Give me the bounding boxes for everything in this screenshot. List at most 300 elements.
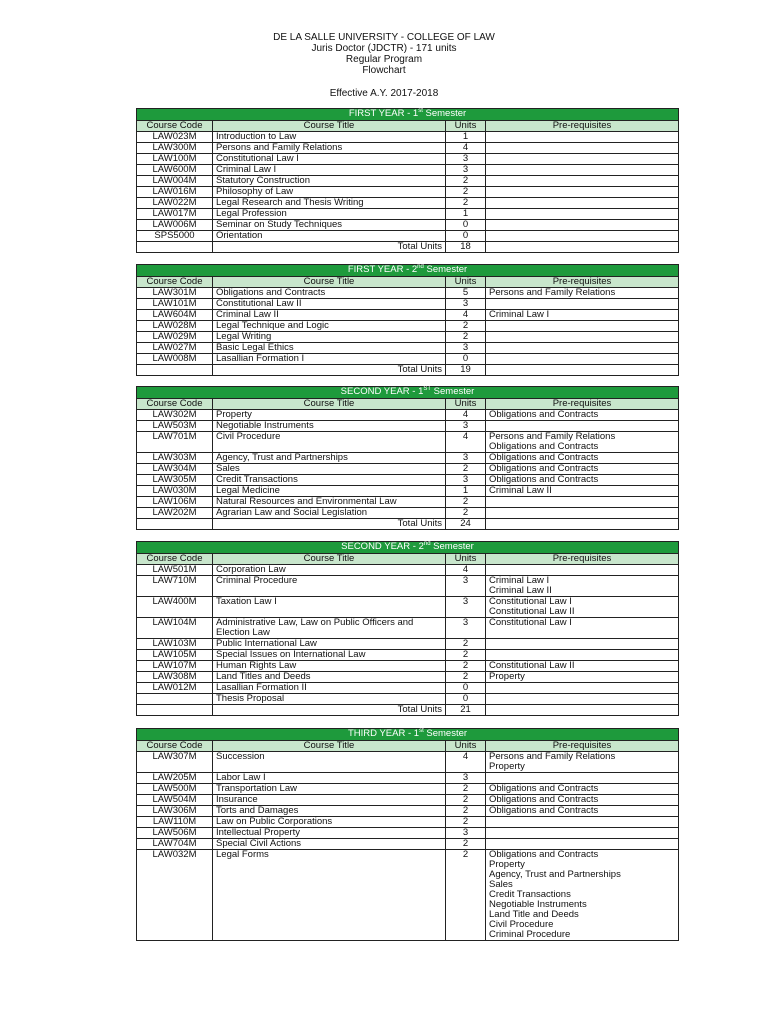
table-row [137, 817, 679, 828]
semester-ordinal: nd [417, 263, 424, 270]
table-row [137, 839, 679, 850]
course-code: LAW305M [137, 475, 213, 486]
prereq-item: Civil Procedure [489, 919, 554, 930]
course-code: LAW027M [137, 343, 213, 354]
course-prereqs [486, 421, 679, 432]
course-units: 4 [446, 310, 486, 321]
course-units: 0 [446, 354, 486, 365]
semester-table [136, 541, 679, 716]
table-row [137, 132, 679, 143]
semester-band-row [137, 109, 679, 121]
col-header-prereq: Pre-requisites [486, 741, 679, 752]
course-code: LAW300M [137, 143, 213, 154]
total-units: 21 [446, 705, 486, 716]
course-code: LAW022M [137, 198, 213, 209]
semester-label: Semester [422, 108, 467, 119]
course-prereqs [486, 795, 679, 806]
course-units: 3 [446, 421, 486, 432]
course-title: Constitutional Law II [213, 299, 446, 310]
semester-title [137, 729, 679, 741]
course-units: 2 [446, 661, 486, 672]
course-units: 0 [446, 683, 486, 694]
table-row [137, 828, 679, 839]
course-prereqs [486, 464, 679, 475]
course-units: 2 [446, 806, 486, 817]
table-row [137, 618, 679, 639]
course-code: LAW503M [137, 421, 213, 432]
course-title: Corporation Law [213, 565, 446, 576]
semester-band-row [137, 729, 679, 741]
table-row [137, 508, 679, 519]
course-code: LAW704M [137, 839, 213, 850]
course-title: Introduction to Law [213, 132, 446, 143]
semester-title [137, 387, 679, 399]
course-units: 2 [446, 850, 486, 941]
col-header-prereq: Pre-requisites [486, 277, 679, 288]
course-code: LAW104M [137, 618, 213, 639]
course-code: LAW032M [137, 850, 213, 941]
course-title: Constitutional Law I [213, 154, 446, 165]
course-title: Agency, Trust and Partnerships [213, 453, 446, 464]
table-row [137, 288, 679, 299]
semester-title [137, 109, 679, 121]
prereq-item: Obligations and Contracts [489, 441, 599, 452]
prereq-item: Obligations and Contracts [489, 805, 599, 816]
course-title: Credit Transactions [213, 475, 446, 486]
course-title: Persons and Family Relations [213, 143, 446, 154]
col-header-prereq: Pre-requisites [486, 399, 679, 410]
total-label: Total Units [213, 705, 446, 716]
course-units: 3 [446, 576, 486, 597]
table-row [137, 850, 679, 941]
course-prereqs [486, 321, 679, 332]
course-prereqs [486, 343, 679, 354]
course-units: 2 [446, 672, 486, 683]
course-code: LAW701M [137, 432, 213, 453]
course-code: LAW101M [137, 299, 213, 310]
course-prereqs [486, 332, 679, 343]
table-row [137, 143, 679, 154]
course-code: SPS5000 [137, 231, 213, 242]
course-prereqs [486, 132, 679, 143]
course-title: Public International Law [213, 639, 446, 650]
course-title: Intellectual Property [213, 828, 446, 839]
table-row [137, 694, 679, 705]
total-row [137, 365, 679, 376]
course-units: 1 [446, 486, 486, 497]
table-row [137, 231, 679, 242]
table-row [137, 421, 679, 432]
course-title: Torts and Damages [213, 806, 446, 817]
course-code: LAW110M [137, 817, 213, 828]
total-label: Total Units [213, 242, 446, 253]
course-units: 3 [446, 453, 486, 464]
prereq-item: Constitutional Law I [489, 617, 572, 628]
course-prereqs [486, 220, 679, 231]
course-prereqs [486, 773, 679, 784]
prereq-item: Criminal Law II [489, 485, 552, 496]
semester-title [137, 542, 679, 554]
course-units: 2 [446, 639, 486, 650]
prereq-item: Obligations and Contracts [489, 849, 599, 860]
course-prereqs [486, 672, 679, 683]
course-title: Succession [213, 752, 446, 773]
col-header-prereq: Pre-requisites [486, 554, 679, 565]
course-code: LAW107M [137, 661, 213, 672]
course-units: 4 [446, 143, 486, 154]
total-units: 19 [446, 365, 486, 376]
course-title: Law on Public Corporations [213, 817, 446, 828]
course-units: 1 [446, 132, 486, 143]
course-prereqs [486, 850, 679, 941]
course-title: Orientation [213, 231, 446, 242]
total-blank [486, 365, 679, 376]
semester-table [136, 728, 679, 941]
course-title: Insurance [213, 795, 446, 806]
semester-year: SECOND YEAR - 1 [340, 386, 424, 397]
course-prereqs [486, 354, 679, 365]
col-header-code: Course Code [137, 741, 213, 752]
col-header-units: Units [446, 554, 486, 565]
course-title: Sales [213, 464, 446, 475]
course-units: 2 [446, 464, 486, 475]
course-units: 1 [446, 209, 486, 220]
total-blank [137, 365, 213, 376]
column-header-row [137, 277, 679, 288]
course-prereqs [486, 299, 679, 310]
course-code: LAW500M [137, 784, 213, 795]
table-row [137, 209, 679, 220]
column-header-row [137, 399, 679, 410]
prereq-item: Criminal Law II [489, 585, 552, 596]
course-table [136, 386, 679, 530]
table-row [137, 486, 679, 497]
course-title: Special Civil Actions [213, 839, 446, 850]
course-prereqs [486, 288, 679, 299]
semester-table [136, 108, 679, 253]
prereq-item: Sales [489, 879, 513, 890]
course-code: LAW006M [137, 220, 213, 231]
course-units: 3 [446, 343, 486, 354]
course-code: LAW008M [137, 354, 213, 365]
course-units: 3 [446, 597, 486, 618]
course-units: 2 [446, 497, 486, 508]
course-code: LAW710M [137, 576, 213, 597]
course-title: Human Rights Law [213, 661, 446, 672]
column-header-row [137, 741, 679, 752]
course-code: LAW012M [137, 683, 213, 694]
course-units: 3 [446, 475, 486, 486]
course-title: Criminal Procedure [213, 576, 446, 597]
course-units: 3 [446, 299, 486, 310]
course-table [136, 728, 679, 941]
course-prereqs [486, 231, 679, 242]
course-code: LAW303M [137, 453, 213, 464]
total-blank [137, 705, 213, 716]
col-header-units: Units [446, 121, 486, 132]
col-header-title: Course Title [213, 121, 446, 132]
course-code: LAW306M [137, 806, 213, 817]
semester-ordinal: st [419, 727, 424, 734]
col-header-prereq: Pre-requisites [486, 121, 679, 132]
table-row [137, 310, 679, 321]
course-prereqs [486, 486, 679, 497]
table-row [137, 565, 679, 576]
program-type: Regular Program [345, 54, 423, 65]
table-row [137, 198, 679, 209]
course-table [136, 541, 679, 716]
course-table [136, 264, 679, 376]
course-prereqs [486, 806, 679, 817]
total-row [137, 705, 679, 716]
prereq-item: Negotiable Instruments [489, 899, 587, 910]
prereq-item: Criminal Procedure [489, 929, 571, 940]
course-title: Criminal Law I [213, 165, 446, 176]
course-prereqs [486, 752, 679, 773]
prereq-item: Criminal Law I [489, 575, 550, 586]
course-prereqs [486, 576, 679, 597]
course-units: 0 [446, 231, 486, 242]
table-row [137, 187, 679, 198]
table-row [137, 795, 679, 806]
table-row [137, 639, 679, 650]
course-units: 2 [446, 784, 486, 795]
course-title: Special Issues on International Law [213, 650, 446, 661]
course-prereqs [486, 639, 679, 650]
course-prereqs [486, 694, 679, 705]
semester-ordinal: ST [423, 385, 432, 392]
course-prereqs [486, 165, 679, 176]
col-header-code: Course Code [137, 399, 213, 410]
course-code: LAW028M [137, 321, 213, 332]
course-units: 2 [446, 198, 486, 209]
table-row [137, 354, 679, 365]
course-prereqs [486, 143, 679, 154]
course-title: Labor Law I [213, 773, 446, 784]
prereq-item: Property [489, 859, 525, 870]
semester-ordinal: st [418, 107, 423, 114]
semester-band-row [137, 542, 679, 554]
course-prereqs [486, 497, 679, 508]
course-prereqs [486, 453, 679, 464]
program-title: Juris Doctor (JDCTR) - 171 units [311, 43, 457, 54]
table-row [137, 321, 679, 332]
course-code: LAW023M [137, 132, 213, 143]
table-row [137, 773, 679, 784]
course-units: 2 [446, 187, 486, 198]
semester-band-row [137, 265, 679, 277]
semester-label: Semester [431, 386, 475, 397]
course-code: LAW016M [137, 187, 213, 198]
course-prereqs [486, 817, 679, 828]
semester-title [137, 265, 679, 277]
course-code: LAW501M [137, 565, 213, 576]
prereq-item: Obligations and Contracts [489, 452, 599, 463]
prereq-item: Obligations and Contracts [489, 783, 599, 794]
table-row [137, 672, 679, 683]
course-prereqs [486, 565, 679, 576]
table-row [137, 806, 679, 817]
course-code: LAW100M [137, 154, 213, 165]
total-units: 18 [446, 242, 486, 253]
course-title: Negotiable Instruments [213, 421, 446, 432]
course-units: 3 [446, 154, 486, 165]
course-title: Administrative Law, Law on Public Officers and Election Law [213, 618, 446, 639]
col-header-title: Course Title [213, 277, 446, 288]
prereq-item: Persons and Family Relations [489, 431, 616, 442]
semester-label: Semester [423, 728, 468, 739]
course-prereqs [486, 198, 679, 209]
course-prereqs [486, 618, 679, 639]
prereq-item: Credit Transactions [489, 889, 571, 900]
col-header-code: Course Code [137, 554, 213, 565]
course-title: Civil Procedure [213, 432, 446, 453]
semester-band-row [137, 387, 679, 399]
total-blank [486, 519, 679, 530]
col-header-title: Course Title [213, 399, 446, 410]
course-prereqs [486, 209, 679, 220]
course-code: LAW105M [137, 650, 213, 661]
prereq-item: Obligations and Contracts [489, 409, 599, 420]
semester-table [136, 386, 679, 530]
course-code: LAW004M [137, 176, 213, 187]
course-title: Legal Technique and Logic [213, 321, 446, 332]
semester-label: Semester [430, 541, 474, 552]
prereq-item: Obligations and Contracts [489, 794, 599, 805]
table-row [137, 597, 679, 618]
course-prereqs [486, 784, 679, 795]
course-units: 3 [446, 828, 486, 839]
course-prereqs [486, 683, 679, 694]
col-header-code: Course Code [137, 121, 213, 132]
course-title: Statutory Construction [213, 176, 446, 187]
table-row [137, 343, 679, 354]
course-code: LAW202M [137, 508, 213, 519]
university-title: DE LA SALLE UNIVERSITY - COLLEGE OF LAW [273, 32, 495, 43]
table-row [137, 576, 679, 597]
table-row [137, 410, 679, 421]
effective-year: Effective A.Y. 2017-2018 [329, 88, 439, 99]
course-title: Taxation Law I [213, 597, 446, 618]
course-prereqs [486, 310, 679, 321]
course-units: 2 [446, 332, 486, 343]
course-code: LAW301M [137, 288, 213, 299]
course-title: Legal Research and Thesis Writing [213, 198, 446, 209]
table-row [137, 220, 679, 231]
course-prereqs [486, 508, 679, 519]
total-blank [486, 705, 679, 716]
course-code: LAW030M [137, 486, 213, 497]
table-row [137, 165, 679, 176]
prereq-item: Criminal Law I [489, 309, 550, 320]
course-title: Legal Writing [213, 332, 446, 343]
col-header-title: Course Title [213, 741, 446, 752]
total-label: Total Units [213, 519, 446, 530]
course-title: Property [213, 410, 446, 421]
course-units: 2 [446, 795, 486, 806]
course-units: 2 [446, 839, 486, 850]
course-title: Land Titles and Deeds [213, 672, 446, 683]
course-prereqs [486, 597, 679, 618]
total-units: 24 [446, 519, 486, 530]
course-units: 2 [446, 176, 486, 187]
column-header-row [137, 121, 679, 132]
course-code [137, 694, 213, 705]
course-units: 2 [446, 321, 486, 332]
col-header-units: Units [446, 741, 486, 752]
prereq-item: Constitutional Law I [489, 596, 572, 607]
semester-label: Semester [423, 264, 468, 275]
total-blank [486, 242, 679, 253]
course-units: 3 [446, 773, 486, 784]
course-prereqs [486, 187, 679, 198]
course-code: LAW506M [137, 828, 213, 839]
total-label: Total Units [213, 365, 446, 376]
prereq-item: Land Title and Deeds [489, 909, 579, 920]
course-title: Legal Medicine [213, 486, 446, 497]
course-units: 4 [446, 565, 486, 576]
col-header-units: Units [446, 277, 486, 288]
prereq-item: Persons and Family Relations [489, 287, 616, 298]
course-code: LAW604M [137, 310, 213, 321]
course-units: 2 [446, 508, 486, 519]
course-units: 4 [446, 752, 486, 773]
course-title: Lasallian Formation I [213, 354, 446, 365]
table-row [137, 784, 679, 795]
course-prereqs [486, 432, 679, 453]
table-row [137, 650, 679, 661]
course-code: LAW103M [137, 639, 213, 650]
prereq-item: Property [489, 671, 525, 682]
table-row [137, 299, 679, 310]
course-title: Legal Forms [213, 850, 446, 941]
semester-ordinal: nd [423, 540, 431, 547]
total-row [137, 519, 679, 530]
document-header [0, 0, 768, 99]
course-code: LAW029M [137, 332, 213, 343]
table-row [137, 475, 679, 486]
col-header-code: Course Code [137, 277, 213, 288]
course-code: LAW106M [137, 497, 213, 508]
semester-table [136, 264, 679, 376]
prereq-item: Agency, Trust and Partnerships [489, 869, 621, 880]
course-units: 2 [446, 650, 486, 661]
prereq-item: Constitutional Law II [489, 606, 575, 617]
course-prereqs [486, 410, 679, 421]
course-prereqs [486, 828, 679, 839]
course-code: LAW017M [137, 209, 213, 220]
prereq-item: Persons and Family Relations [489, 751, 616, 762]
course-code: LAW302M [137, 410, 213, 421]
course-code: LAW504M [137, 795, 213, 806]
document-type: Flowchart [362, 65, 406, 76]
course-title: Philosophy of Law [213, 187, 446, 198]
course-title: Lasallian Formation II [213, 683, 446, 694]
course-prereqs [486, 154, 679, 165]
prereq-item: Constitutional Law II [489, 660, 575, 671]
course-title: Seminar on Study Techniques [213, 220, 446, 231]
semester-year: SECOND YEAR - 2 [341, 541, 424, 552]
course-units: 5 [446, 288, 486, 299]
semester-year: FIRST YEAR - 2 [347, 264, 418, 275]
semester-year: FIRST YEAR - 1 [348, 108, 419, 119]
course-prereqs [486, 661, 679, 672]
course-code: LAW304M [137, 464, 213, 475]
table-row [137, 661, 679, 672]
course-code: LAW308M [137, 672, 213, 683]
table-row [137, 464, 679, 475]
table-row [137, 176, 679, 187]
